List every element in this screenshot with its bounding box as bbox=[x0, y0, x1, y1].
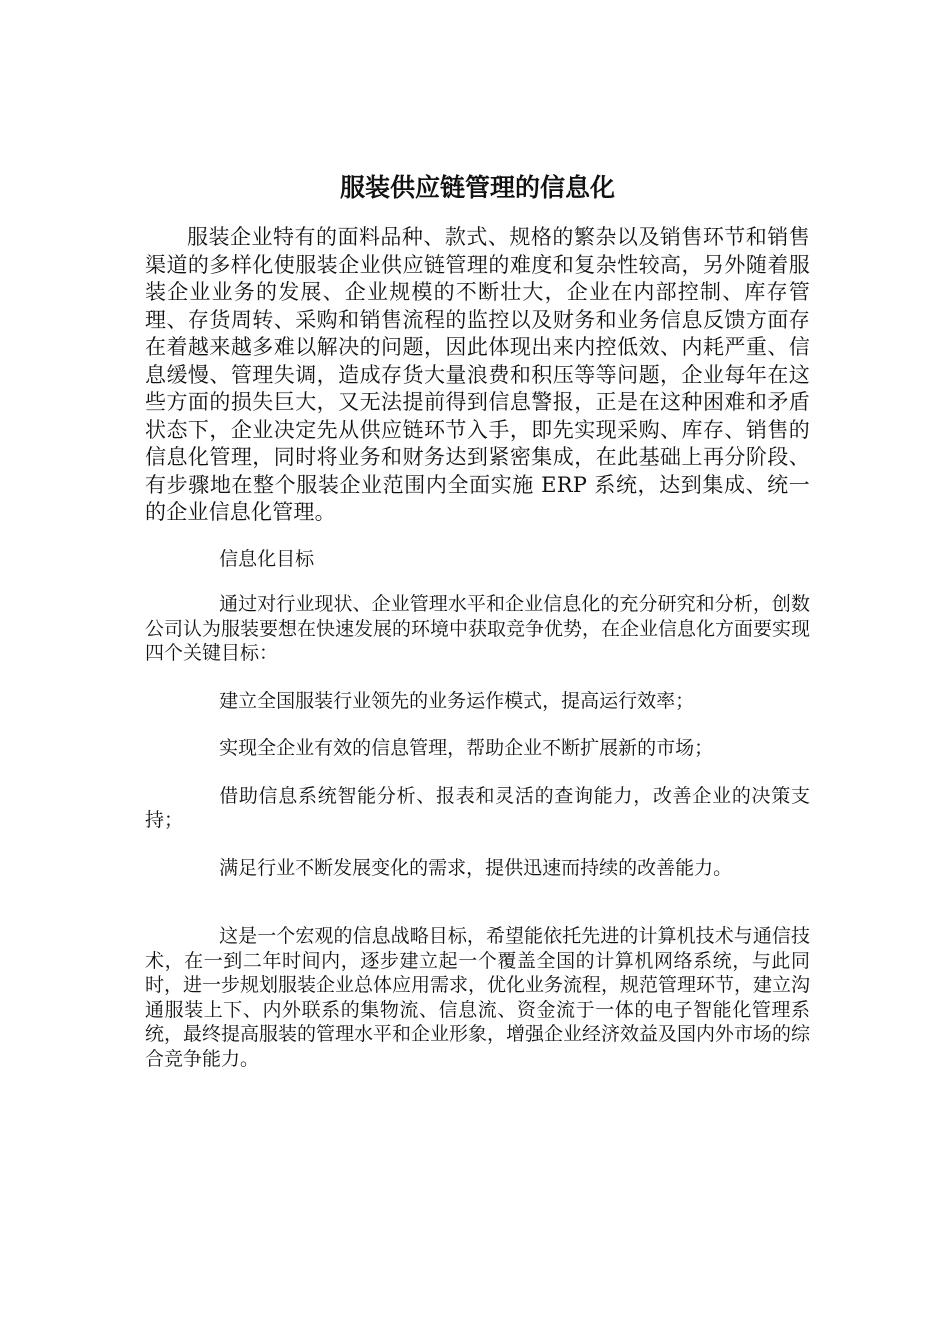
strategy-paragraph: 这是一个宏观的信息战略目标，希望能依托先进的计算机技术与通信技术，在一到二年时间内，逐步建立起一个覆盖全国的计算机网络系统，与此同时，进一步规划服装企业总体应用需求，优化业务流程，规范管理环节，建立沟通服装上下、内外联系的集物流、信息流、资金流于一体的电子智能化管理系统，最终提高服装的管理水平和企业形象，增强企业经济效益及国内外市场的综合竞争能力。 bbox=[145, 925, 811, 1070]
goal-item-1: 建立全国服装行业领先的业务运作模式，提高运行效率； bbox=[219, 689, 695, 712]
goal-item-2: 实现全企业有效的信息管理，帮助企业不断扩展新的市场； bbox=[219, 737, 714, 759]
intro-paragraph: 服装企业特有的面料品种、款式、规格的繁杂以及销售环节和销售渠道的多样化使服装企业供应链管理的难度和复杂性较高，另外随着服装企业业务的发展、企业规模的不断壮大，企业在内部控制、库存管理、存货周转、采购和销售流程的监控以及财务和业务信息反馈方面存在着越来越多难以解决的问题，因此体现出来内控低效、内耗严重、信息缓慢、管理失调，造成存货大量浪费和积压等等问题，企业每年在这些方面的损失巨大，又无法提前得到信息警报，正是在这种困难和矛盾状态下，企业决定先从供应链环节入手，即先实现采购、库存、销售的信息化管理，同时将业务和财务达到紧密集成，在此基础上再分阶段、有步骤地在整个服装企业范围内全面实施 ERP 系统，达到集成、统一的企业信息化管理。 bbox=[145, 225, 810, 524]
document-title: 服装供应链管理的信息化 bbox=[339, 173, 615, 202]
goal-item-3: 借助信息系统智能分析、报表和灵活的查询能力，改善企业的决策支持； bbox=[145, 784, 810, 831]
goal-item-4: 满足行业不断发展变化的需求，提供迅速而持续的改善能力。 bbox=[219, 856, 733, 879]
section-heading-goals: 信息化目标 bbox=[219, 547, 315, 570]
goals-intro-paragraph: 通过对行业现状、企业管理水平和企业信息化的充分研究和分析，创数公司认为服装要想在快速发展的环境中获取竞争优势，在企业信息化方面要实现四个关键目标： bbox=[145, 593, 811, 664]
document-page bbox=[145, 170, 810, 1071]
